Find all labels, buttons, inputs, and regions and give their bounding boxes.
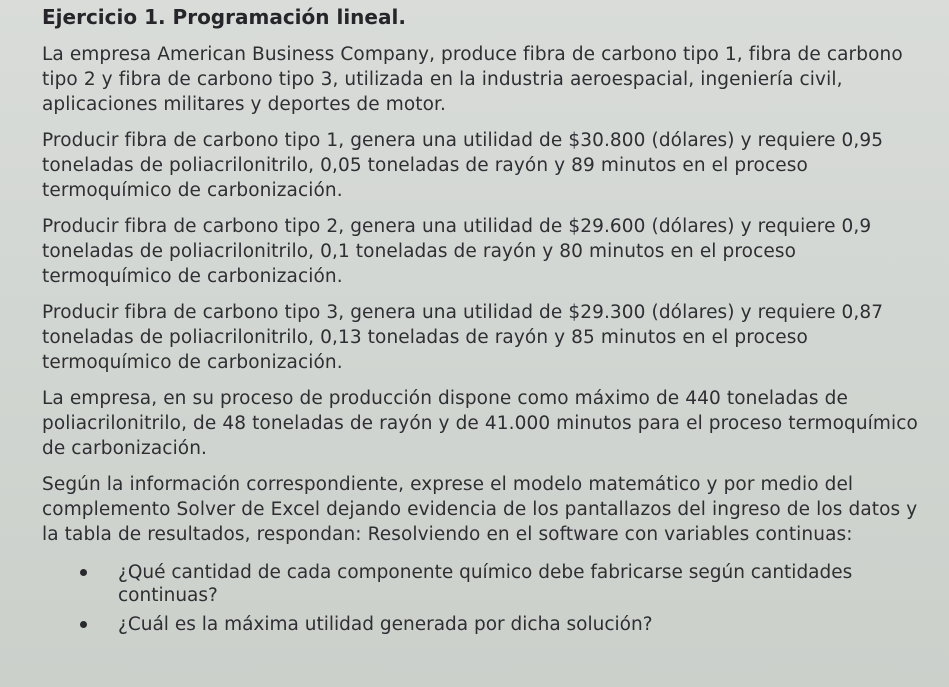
question-text: ¿Qué cantidad de cada componente químico debe fabricarse según cantidades continuas? — [118, 562, 853, 606]
fiber-type-2-paragraph: Producir fibra de carbono tipo 2, genera una utilidad de $29.600 (dólares) y requiere 0,9 toneladas de poliacrilonitrilo, 0,1 toneladas de rayón y 80 minutos en el proceso termoquímico de carbonización. — [42, 216, 872, 287]
exercise-title: Ejercicio 1. Programación lineal. — [42, 5, 406, 29]
instructions-paragraph: Según la información correspondiente, exprese el modelo matemático y por medio del complemento Solver de Excel dejando evidencia de los pantallazos del ingreso de los datos y la tabla de resultados, respondan: Resolviendo en el software con variables continuas: — [42, 474, 918, 545]
constraints-paragraph: La empresa, en su proceso de producción dispone como máximo de 440 toneladas de poliacrilonitrilo, de 48 toneladas de rayón y de 41.000 minutos para el proceso termoquímico de carbonización. — [42, 388, 918, 459]
fiber-type-3-paragraph: Producir fibra de carbono tipo 3, genera una utilidad de $29.300 (dólares) y requiere 0,87 toneladas de poliacrilonitrilo, 0,13 toneladas de rayón y 85 minutos en el proceso termoquímico de carbonización. — [42, 302, 884, 373]
fiber-type-1-paragraph: Producir fibra de carbono tipo 1, genera una utilidad de $30.800 (dólares) y requiere 0,95 toneladas de poliacrilonitrilo, 0,05 toneladas de rayón y 89 minutos en el proceso termoquímico de carbonización. — [42, 130, 884, 201]
bullet-icon — [80, 569, 87, 576]
intro-paragraph: La empresa American Business Company, produce fibra de carbono tipo 1, fibra de carbono tipo 2 y fibra de carbono tipo 3, utilizada en la industria aeroespacial, ingeniería civil, aplicaciones militares y deportes de motor. — [42, 44, 903, 115]
question-item — [80, 613, 929, 636]
question-item — [80, 561, 929, 607]
questions-list — [42, 561, 929, 636]
bullet-icon — [80, 621, 87, 628]
question-text: ¿Cuál es la máxima utilidad generada por dicha solución? — [118, 614, 653, 635]
